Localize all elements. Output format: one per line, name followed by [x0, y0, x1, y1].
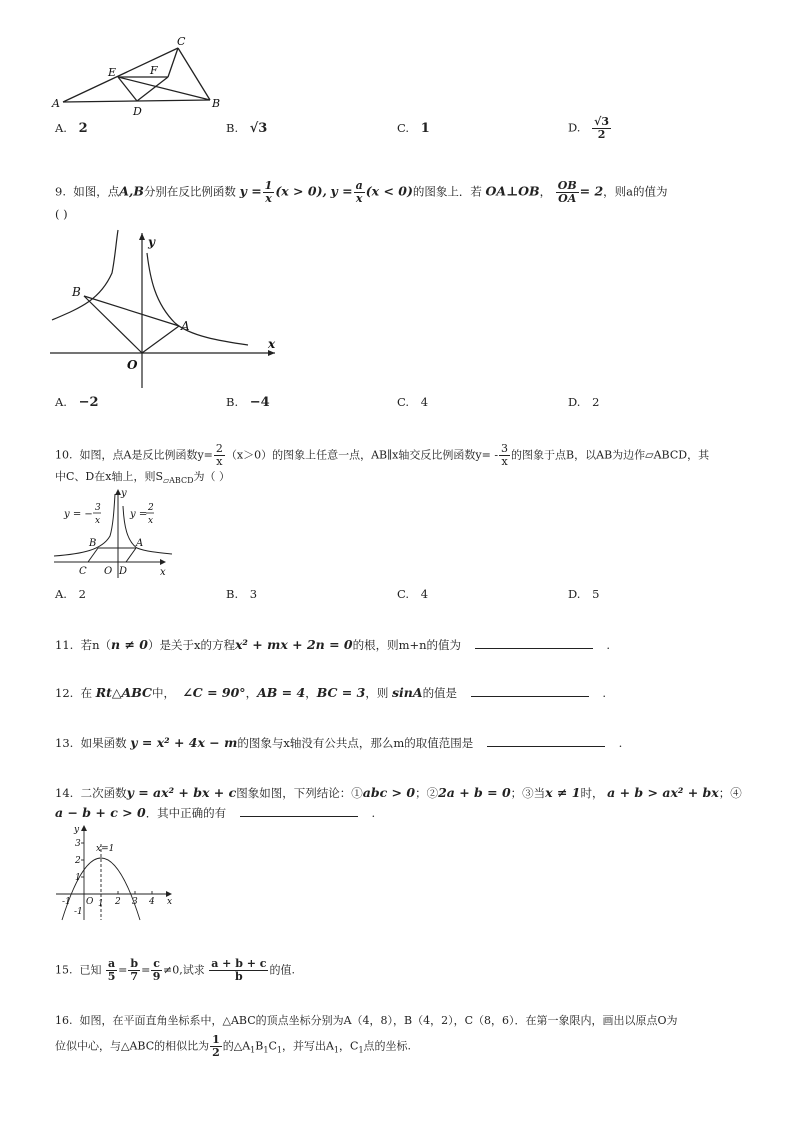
option-value: 1 [420, 121, 430, 136]
q10-left-num: 3 [95, 503, 101, 513]
option-fraction: $\frac{√3}{2}$ [594, 115, 610, 141]
q10-stem-line2: 中C、D在x轴上，则$S_{▱ABCD}$为（ ） [55, 470, 230, 486]
option-value: 2 [78, 587, 86, 601]
q14-tick-x2: 2 [115, 897, 121, 907]
q14-tick-y1: 1 [75, 873, 81, 883]
q8-label-A: A [52, 97, 60, 110]
q10-label-x: x [160, 567, 166, 578]
option-letter: B. [226, 395, 239, 409]
q8-triangle-figure [50, 34, 230, 120]
q14-tick-x3: 3 [132, 897, 138, 907]
q11-stem: 11. 若n（n ≠ 0）是关于x的方程x² + mx + 2n = 0的根，则m+n的值为 . [55, 637, 611, 652]
q10-option-c[interactable] [397, 587, 428, 601]
q8-option-a[interactable] [55, 121, 88, 136]
option-value: 5 [592, 587, 600, 601]
q14-tick-xm1: -1 [62, 897, 71, 907]
q10-label-C: C [79, 566, 87, 577]
q12-answer-blank[interactable] [471, 684, 589, 697]
option-letter: B. [226, 121, 239, 135]
q8-label-B: B [212, 97, 221, 110]
q10-option-d[interactable] [568, 587, 599, 601]
q14-stem-line1: 14. 二次函数y = ax² + bx + c图象如图，下列结论：①abc > 0；②2a + b = 0；③当x ≠ 1时， a + b > ax² + bx；④ [55, 785, 742, 800]
q10-right-num: 2 [148, 503, 154, 513]
option-letter: D. [568, 587, 581, 601]
q10-label-D: D [119, 566, 128, 577]
q14-tick-y3: 3 [75, 839, 81, 849]
q10-label-A: A [136, 538, 144, 549]
q13-stem: 13. 如果函数 y = x² + 4x − m的图象与x轴没有公共点，那么m的取值范围是 . [55, 735, 623, 750]
q8-option-c[interactable] [397, 121, 430, 136]
option-value: 4 [420, 395, 429, 409]
option-value: −2 [78, 395, 99, 410]
q12-stem: 12. 在 Rt△ABC中， ∠C = 90°，AB = 4，BC = 3，则 sinA的值是 . [55, 685, 607, 700]
option-letter: A. [55, 121, 67, 135]
q10-right-den: x [148, 516, 154, 526]
q14-label-x: x [167, 897, 173, 907]
q8-option-d[interactable] [568, 116, 612, 141]
q10-stem-line1: 10. 如图，点A是反比例函数y= $\frac{2}{x}$ （x＞0）的图象上任意一点，AB∥x轴交反比例函数y= - $\frac{3}{x}$ 的图象于点B，以AB为边作▱ABCD，其 [55, 442, 710, 468]
q14-parabola-figure [52, 822, 177, 922]
q14-tick-x1: 1 [98, 899, 104, 909]
q10-label-B: B [89, 538, 97, 549]
q14-answer-blank[interactable] [240, 804, 358, 817]
q10-left-den: x [95, 516, 101, 526]
q14-tick-y2: 2 [75, 856, 81, 866]
q9-stem: 9. 如图，点A,B分别在反比例函数 y = $\frac{1}{x}$ (x > 0), y = $\frac{a}{x}$ (x < 0)的图象上．若 OA⊥OB， $\frac{OB}{OA}$ = 2，则a的值为 [55, 179, 668, 205]
option-value: −4 [249, 395, 270, 410]
q9-label-B: B [72, 285, 81, 299]
option-value: √3 [249, 121, 268, 136]
option-letter: B. [226, 587, 239, 601]
q9-option-a[interactable] [55, 395, 99, 410]
q9-option-b[interactable] [226, 395, 270, 410]
option-value: 3 [249, 587, 258, 601]
q9-answer-paren[interactable]: ( ) [55, 207, 68, 221]
q15-stem: 15. 已知 $\frac{a}{5}$ = $\frac{b}{7}$ = $\frac{c}{9}$ ≠0,试求 $\frac{a + b + c}{b}$ 的值. [55, 957, 295, 983]
q10-option-a[interactable] [55, 587, 86, 601]
q8-label-E: E [108, 66, 117, 79]
option-letter: C. [397, 121, 410, 135]
option-letter: A. [55, 395, 67, 409]
q8-option-b[interactable] [226, 121, 267, 136]
q14-tick-ym1: -1 [74, 907, 83, 917]
q14-label-axis: x=1 [96, 844, 115, 854]
q10-left-fn: y = − [64, 509, 93, 520]
q10-label-y: y [121, 488, 127, 499]
q14-label-O: O [86, 897, 94, 907]
q14-stem-line2: a − b + c > 0．其中正确的有 . [55, 805, 376, 820]
q9-label-y: y [148, 235, 155, 249]
q8-label-C: C [177, 35, 186, 48]
q9-label-A: A [181, 319, 190, 333]
q10-graph-figure [52, 486, 174, 580]
option-value: 2 [592, 395, 600, 409]
q8-label-F: F [150, 64, 158, 77]
q9-option-c[interactable] [397, 395, 428, 409]
q10-right-fn: y = [130, 509, 148, 520]
q13-answer-blank[interactable] [487, 734, 605, 747]
option-value: 2 [78, 121, 88, 136]
q16-stem-line2: 位似中心，与△ABC的相似比为 $\frac{1}{2}$ 的$\triangle A_1B_1C_1$，并写出$A_1$，$C_1$点的坐标. [55, 1033, 412, 1059]
option-letter: C. [397, 395, 410, 409]
q9-option-d[interactable] [568, 395, 599, 409]
q8-label-D: D [133, 105, 142, 118]
option-letter: D. [568, 120, 581, 135]
option-letter: C. [397, 587, 410, 601]
option-letter: D. [568, 395, 581, 409]
option-value: 4 [420, 587, 429, 601]
q16-stem-line1: 16. 如图，在平面直角坐标系中，△ABC的顶点坐标分别为A（4，8），B（4，2），C（8，6）．在第一象限内，画出以原点O为 [55, 1014, 678, 1027]
q9-label-x: x [268, 337, 276, 351]
option-letter: A. [55, 587, 67, 601]
q9-label-O: O [127, 358, 138, 372]
q14-label-y: y [74, 825, 80, 835]
q10-label-O: O [104, 566, 113, 577]
q9-graph-figure [50, 228, 285, 390]
q14-tick-x4: 4 [149, 897, 155, 907]
q11-answer-blank[interactable] [475, 636, 593, 649]
q10-option-b[interactable] [226, 587, 257, 601]
